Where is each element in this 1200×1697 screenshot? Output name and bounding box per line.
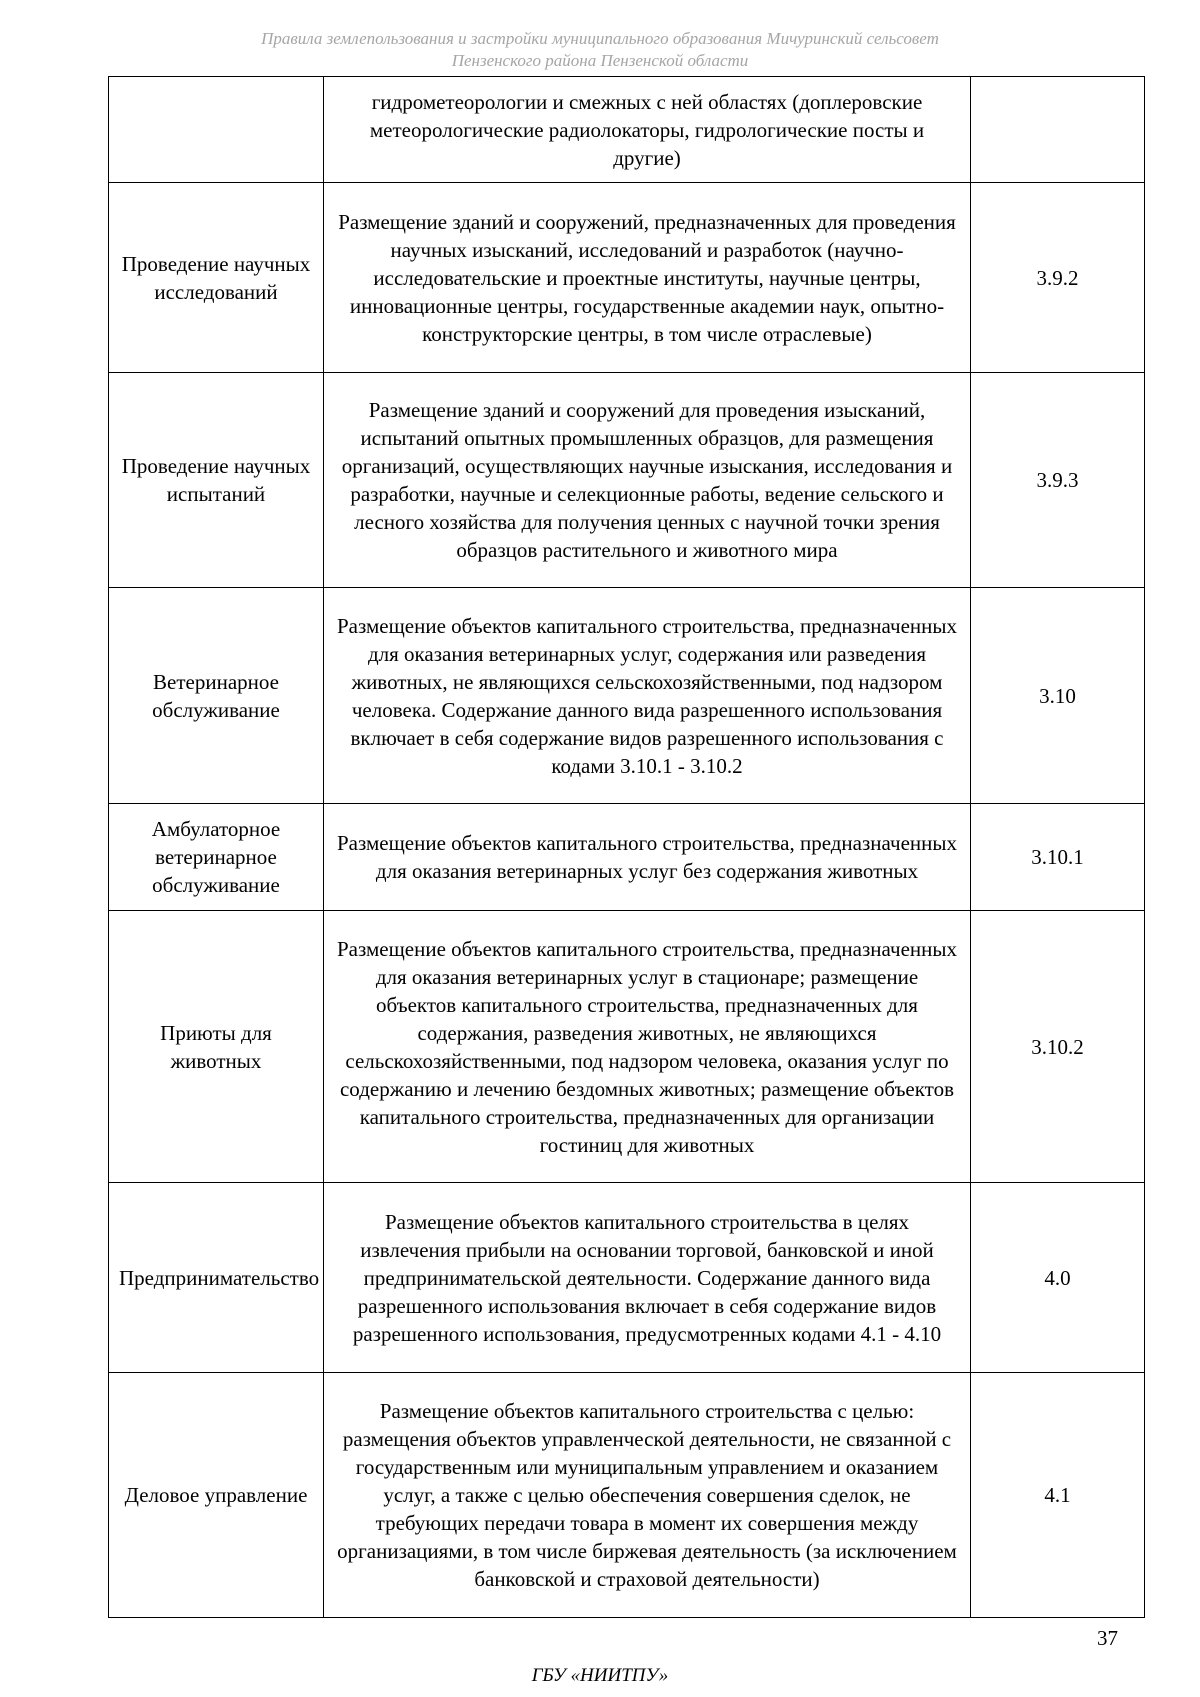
use-name-cell: Проведение научных испытаний [109,373,324,588]
running-header [0,28,1200,72]
use-description-cell: Размещение объектов капитального строительства с целью: размещения объектов управленческой деятельности, не связанной с государственным или муниципальным управлением и оказанием услуг, а также с целью обеспечения совершения сделок, не требующих передачи товара в момент их совершения между организациями, в том числе биржевая деятельность (за исключением банковской и страховой деятельности) [324,1373,971,1618]
table-row [109,77,1145,183]
use-name-cell: Приюты для животных [109,911,324,1183]
land-use-table [108,76,1145,1618]
use-name-cell: Предпринимательство [109,1183,324,1373]
use-description-cell: Размещение зданий и сооружений, предназначенных для проведения научных изысканий, исследований и разработок (научно-исследовательские и проектные институты, научные центры, инновационные центры, государственные академии наук, опытно-конструкторские центры, в том числе отраслевые) [324,183,971,373]
table-row [109,183,1145,373]
use-description-cell: Размещение зданий и сооружений для проведения изысканий, испытаний опытных промышленных образцов, для размещения организаций, осуществляющих научные изыскания, исследования и разработки, научные и селекционные работы, ведение сельского и лесного хозяйства для получения ценных с научной точки зрения образцов растительного и животного мира [324,373,971,588]
use-code-cell: 4.0 [971,1183,1145,1373]
use-name-cell: Проведение научных исследований [109,183,324,373]
table-row [109,588,1145,804]
use-code-cell: 3.10 [971,588,1145,804]
use-name-cell [109,77,324,183]
use-code-cell: 3.10.2 [971,911,1145,1183]
use-code-cell [971,77,1145,183]
use-code-cell: 3.10.1 [971,804,1145,911]
use-name-cell: Ветеринарное обслуживание [109,588,324,804]
use-name-cell: Амбулаторное ветеринарное обслуживание [109,804,324,911]
use-code-cell: 3.9.3 [971,373,1145,588]
use-description-cell: Размещение объектов капитального строительства, предназначенных для оказания ветеринарных услуг, содержания или разведения животных, не являющихся сельскохозяйственными, под надзором человека. Содержание данного вида разрешенного использования включает в себя содержание видов разрешенного использования с кодами 3.10.1 - 3.10.2 [324,588,971,804]
page-number: 37 [1097,1626,1118,1650]
use-description-cell: Размещение объектов капитального строительства, предназначенных для оказания ветеринарных услуг в стационаре; размещение объектов капитального строительства, предназначенных для содержания, разведения животных, не являющихся сельскохозяйственными, под надзором человека, оказания услуг по содержанию и лечению бездомных животных; размещение объектов капитального строительства, предназначенных для организации гостиниц для животных [324,911,971,1183]
running-footer: ГБУ «НИИТПУ» [531,1665,669,1686]
table-row [109,804,1145,911]
table-row [109,1373,1145,1618]
use-code-cell: 4.1 [971,1373,1145,1618]
use-description-cell: Размещение объектов капитального строительства, предназначенных для оказания ветеринарных услуг без содержания животных [324,804,971,911]
use-description-cell: гидрометеорологии и смежных с ней областях (доплеровские метеорологические радиолокаторы, гидрологические посты и другие) [324,77,971,183]
use-name-cell: Деловое управление [109,1373,324,1618]
header-line-1: Правила землепользования и застройки муниципального образования Мичуринский сельсовет [261,29,939,48]
table-row [109,911,1145,1183]
use-code-cell: 3.9.2 [971,183,1145,373]
table-row [109,1183,1145,1373]
table-row [109,373,1145,588]
header-line-2: Пензенского района Пензенской области [451,51,749,70]
use-description-cell: Размещение объектов капитального строительства в целях извлечения прибыли на основании торговой, банковской и иной предпринимательской деятельности. Содержание данного вида разрешенного использования включает в себя содержание видов разрешенного использования, предусмотренных кодами 4.1 - 4.10 [324,1183,971,1373]
